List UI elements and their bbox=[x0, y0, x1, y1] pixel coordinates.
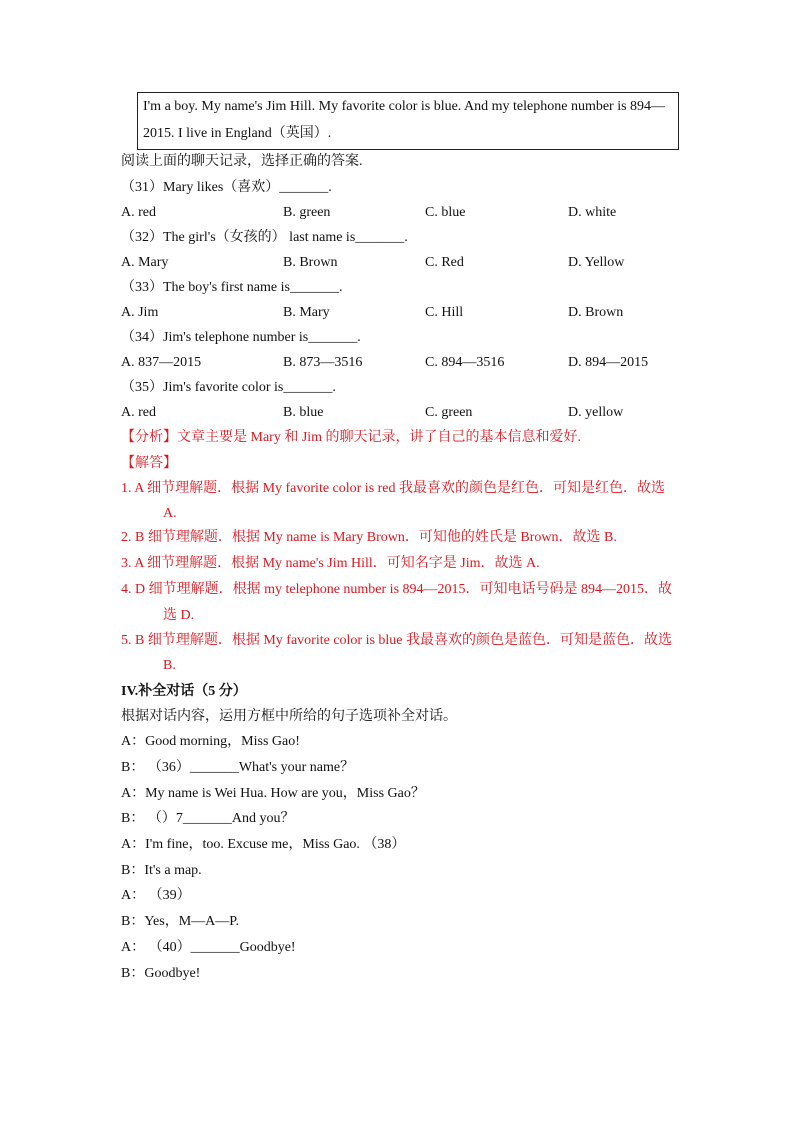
question-stem: （31）Mary likes（喜欢）_______. bbox=[121, 180, 332, 195]
question-stem: （34）Jim's telephone number is_______. bbox=[121, 330, 361, 345]
option-a: A. Jim bbox=[121, 305, 159, 320]
answer-line: 4. D 细节理解题．根据 my telephone number is 894—2015．可知电话号码是 894—2015．故 bbox=[121, 582, 673, 597]
answer-line: 2. B 细节理解题．根据 My name is Mary Brown．可知他的姓氏是 Brown．故选 B. bbox=[121, 530, 617, 545]
section-instruction: 根据对话内容，运用方框中所给的句子选项补全对话。 bbox=[121, 709, 457, 724]
answer-line-continued: A. bbox=[163, 506, 177, 521]
answer-header: 【解答】 bbox=[121, 456, 177, 471]
option-c: C. blue bbox=[425, 205, 466, 220]
passage-line-2: 2015. I live in England（英国）. bbox=[143, 126, 332, 141]
option-a: A. red bbox=[121, 205, 156, 220]
dialogue-line: A：Good morning，Miss Gao! bbox=[121, 734, 300, 749]
dialogue-line: B： （36）_______What's your name？ bbox=[121, 760, 355, 775]
dialogue-line: B：It's a map. bbox=[121, 863, 202, 878]
dialogue-line: A：I'm fine，too. Excuse me，Miss Gao. （38） bbox=[121, 837, 406, 852]
option-b: B. Mary bbox=[283, 305, 330, 320]
option-a: A. 837—2015 bbox=[121, 355, 202, 370]
option-b: B. Brown bbox=[283, 255, 338, 270]
answer-line: 1. A 细节理解题．根据 My favorite color is red 我最喜欢的颜色是红色．可知是红色．故选 bbox=[121, 481, 666, 496]
option-d: D. Brown bbox=[568, 305, 624, 320]
dialogue-line: A：My name is Wei Hua. How are you，Miss Gao？ bbox=[121, 786, 425, 801]
passage-line-1: I'm a boy. My name's Jim Hill. My favorite color is blue. And my telephone number is 894— bbox=[143, 99, 666, 114]
option-c: C. Hill bbox=[425, 305, 464, 320]
question-stem: （35）Jim's favorite color is_______. bbox=[121, 380, 336, 395]
dialogue-line: A： （39） bbox=[121, 888, 191, 903]
dialogue-line: B：Goodbye! bbox=[121, 966, 201, 981]
option-b: B. 873—3516 bbox=[283, 355, 363, 370]
option-c: C. green bbox=[425, 405, 473, 420]
option-d: D. yellow bbox=[568, 405, 624, 420]
option-c: C. 894—3516 bbox=[425, 355, 505, 370]
answer-line-continued: B. bbox=[163, 658, 176, 673]
option-a: A. Mary bbox=[121, 255, 169, 270]
instruction-text: 阅读上面的聊天记录，选择正确的答案. bbox=[121, 154, 363, 169]
option-c: C. Red bbox=[425, 255, 464, 270]
dialogue-line: B：Yes，M—A—P. bbox=[121, 914, 240, 929]
dialogue-line: A： （40）_______Goodbye! bbox=[121, 940, 296, 955]
option-b: B. green bbox=[283, 205, 331, 220]
answer-line: 5. B 细节理解题．根据 My favorite color is blue 我最喜欢的颜色是蓝色．可知是蓝色．故选 bbox=[121, 633, 673, 648]
option-a: A. red bbox=[121, 405, 156, 420]
answer-line-continued: 选 D. bbox=[163, 608, 195, 623]
analysis-text: 【分析】文章主要是 Mary 和 Jim 的聊天记录，讲了自己的基本信息和爱好. bbox=[121, 430, 582, 445]
option-b: B. blue bbox=[283, 405, 324, 420]
question-stem: （33）The boy's first name is_______. bbox=[121, 280, 343, 295]
question-stem: （32）The girl's（女孩的） last name is_______. bbox=[121, 230, 408, 245]
option-d: D. Yellow bbox=[568, 255, 625, 270]
option-d: D. 894—2015 bbox=[568, 355, 649, 370]
answer-line: 3. A 细节理解题．根据 My name's Jim Hill．可知名字是 Jim．故选 A. bbox=[121, 556, 540, 571]
passage-box bbox=[137, 92, 679, 150]
dialogue-line: B： （）7_______And you？ bbox=[121, 811, 295, 826]
section-title: IV.补全对话（5 分） bbox=[121, 684, 247, 699]
option-d: D. white bbox=[568, 205, 617, 220]
